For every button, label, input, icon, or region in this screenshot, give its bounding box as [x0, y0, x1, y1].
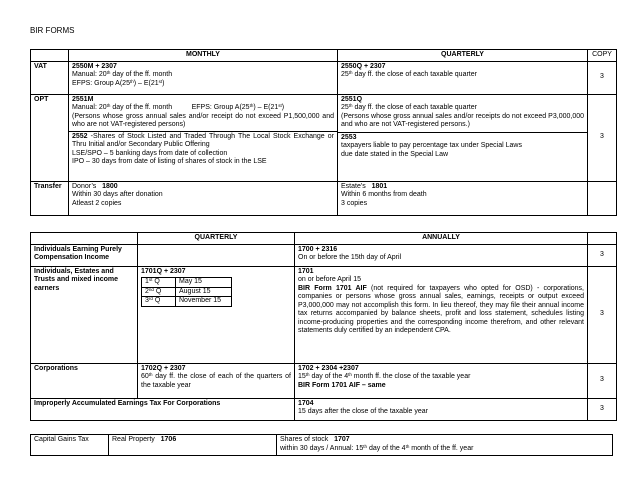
corp-quarterly-line1: 60th day ff. the close of each of the quarters of the taxable year [141, 372, 291, 389]
quarterly-annually-table [30, 232, 617, 421]
donor-line2: Atleast 2 copies [72, 199, 122, 207]
opt-2552-desc: 2552 -Shares of Stock Listed and Traded Through The Local Stock Exchange or Thru Initial and/or Secondary Public Offering [72, 132, 334, 149]
table-row [31, 398, 617, 420]
estates-annual-line1: on or before April 15 [298, 276, 362, 284]
transfer-monthly-cell [69, 181, 338, 215]
corp-copy: 3 [588, 363, 617, 398]
table-row [142, 278, 232, 288]
estate-line2: 3 copies [341, 199, 368, 207]
corp-annual-aif: BIR Form 1701 AIF – same [298, 381, 386, 389]
opt-monthly-form: 2551M [72, 95, 94, 103]
vat-quarterly-form: 2550Q + 2307 [341, 62, 386, 70]
opt-2552-ipo: IPO – 30 days from date of listing of shares of stock in the LSE [72, 158, 267, 166]
empty-header [31, 50, 69, 62]
corp-annual-cell [295, 363, 588, 398]
vat-monthly-line2: EFPS: Group A(25th) – E(21st) [72, 78, 165, 87]
table-row [31, 363, 617, 398]
quarter-label: 2nd Q [142, 287, 176, 297]
table-row [31, 244, 617, 266]
estates-annual-form: 1701 [298, 267, 314, 275]
table-row [31, 266, 617, 363]
quarter-date: November 15 [176, 297, 232, 307]
opt-monthly-cell [69, 94, 338, 181]
table-row [31, 94, 617, 181]
vat-quarterly-cell [338, 61, 588, 94]
improper-annual-cell [295, 398, 588, 420]
transfer-quarterly-cell [338, 181, 588, 215]
row-label-transfer: Transfer [31, 181, 69, 215]
opt-2553-line2: due date stated in the Special Law [341, 150, 449, 158]
estate-line1: Within 6 months from death [341, 191, 427, 199]
quarterly-header-2: QUARTERLY [138, 233, 295, 245]
pure-annual-form: 1700 + 2316 [298, 245, 338, 253]
corp-quarterly-cell [138, 363, 295, 398]
capital-gains-label: Capital Gains Tax [31, 435, 109, 456]
empty-header [31, 233, 138, 245]
opt-quarterly-note: (Persons whose gross annual sales and/or receipts do not exceed P3,000,000 and who are not VAT-registered persons.) [341, 112, 584, 129]
estates-copy: 3 [588, 266, 617, 363]
opt-quarterly-form: 2551Q [341, 95, 363, 103]
table-row [142, 297, 232, 307]
estates-aif-text: BIR Form 1701 AIF (not required for taxpayers who opted for OSD) - corporations, companies or persons whose gross annual sales, earnings, receipts or output exceed P3,000,000 may not accomplish this form. In lieu thereof, they may file their annual income tax returns accompanied by balance sheets, profit and loss statement, schedules listing income-producing properties and the corresponding income therefrom, and other relevant statements duly certified by an independent CPA. [298, 284, 584, 335]
corp-quarterly-form: 1702Q + 2307 [141, 364, 186, 372]
quarter-schedule-table [141, 277, 232, 307]
vat-quarterly-line1: 25th day ff. the close of each taxable quarter [341, 70, 477, 79]
donor-form: Donor’s 1800 [72, 182, 118, 190]
row-label-vat: VAT [31, 61, 69, 94]
estate-form: Estate’s 1801 [341, 182, 388, 190]
opt-quarterly-cell [338, 94, 588, 181]
opt-2552-lse: LSE/SPO – 5 banking days from date of collection [72, 149, 228, 157]
shares-of-stock-line1: within 30 days / Annual: 15th day of the 4th month of the ff. year [280, 443, 474, 452]
estates-annual-cell [295, 266, 588, 363]
row-label-opt: OPT [31, 94, 69, 181]
opt-2553-form: 2553 [341, 133, 357, 141]
pure-copy: 3 [588, 244, 617, 266]
improper-copy: 3 [588, 398, 617, 420]
row-label-improper-accumulated: Improperly Accumulated Earnings Tax For Corporations [31, 398, 295, 420]
opt-monthly-schedule: Manual: 20th day of the ff. month EFPS: Group A(25th) – E(21st) [72, 103, 285, 112]
shares-of-stock-cell [277, 435, 613, 456]
quarter-label: 1st Q [142, 278, 176, 288]
quarterly-header: QUARTERLY [338, 50, 588, 62]
estates-quarterly-cell [138, 266, 295, 363]
table-row [31, 61, 617, 94]
row-label-pure-compensation: Individuals Earning Purely Compensation Income [31, 244, 138, 266]
pure-annual-cell [295, 244, 588, 266]
copy-header-2 [588, 233, 617, 245]
monthly-quarterly-table [30, 49, 617, 216]
opt-2553-line1: taxpayers liable to pay percentage tax under Special Laws [341, 142, 522, 150]
opt-copy: 3 [588, 94, 617, 181]
improper-annual-form: 1704 [298, 399, 314, 407]
real-property-cell: Real Property 1706 [109, 435, 277, 456]
shares-of-stock-form: Shares of stock 1707 [280, 436, 350, 443]
annually-header: ANNUALLY [295, 233, 588, 245]
monthly-header: MONTHLY [69, 50, 338, 62]
pure-quarterly-cell [138, 244, 295, 266]
page-title: BIR FORMS [30, 26, 75, 35]
quarter-label: 3rd Q [142, 297, 176, 307]
transfer-copy [588, 181, 617, 215]
opt-monthly-note: (Persons whose gross annual sales and/or receipt do not exceed P1,500,000 and who are not VAT-registered persons) [72, 112, 334, 129]
copy-header: COPY [588, 50, 617, 62]
corp-annual-line1: 15th day of the 4th month ff. the close of the taxable year [298, 372, 471, 381]
vat-monthly-form: 2550M + 2307 [72, 62, 117, 70]
donor-line1: Within 30 days after donation [72, 191, 163, 199]
vat-monthly-cell [69, 61, 338, 94]
quarter-date: May 15 [176, 278, 232, 288]
row-label-corporations: Corporations [31, 363, 138, 398]
corp-annual-form: 1702 + 2304 +2307 [298, 364, 359, 372]
capital-gains-table [30, 434, 613, 456]
table-row [31, 435, 613, 456]
row-label-estates-trusts: Individuals, Estates and Trusts and mixed income earners [31, 266, 138, 363]
vat-monthly-line1: Manual: 20th day of the ff. month [72, 70, 173, 79]
estates-quarterly-form: 1701Q + 2307 [141, 267, 186, 275]
pure-annual-line1: On or before the 15th day of April [298, 254, 402, 262]
table-row [31, 181, 617, 215]
table-row [142, 287, 232, 297]
opt-quarterly-line1: 25th day ff. the close of each taxable quarter [341, 103, 477, 112]
vat-copy: 3 [588, 61, 617, 94]
quarter-date: August 15 [176, 287, 232, 297]
improper-annual-line1: 15 days after the close of the taxable year [298, 408, 428, 416]
